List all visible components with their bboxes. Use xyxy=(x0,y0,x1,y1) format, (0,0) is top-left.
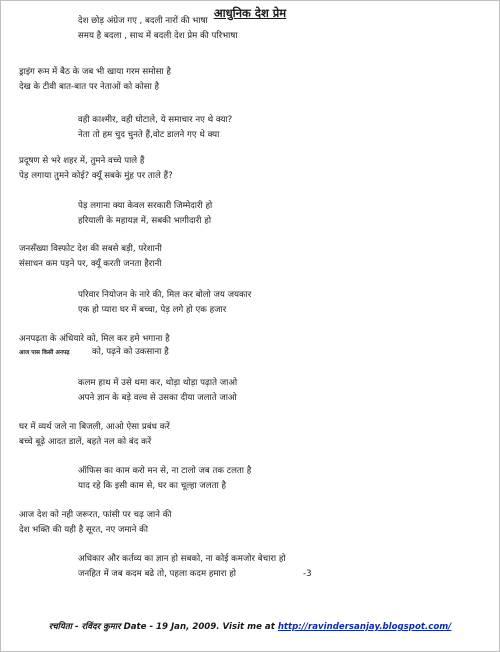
poem-line: पेड़ लगाया तुमने कोई? क्यूँ सबके मुंह पर ताले हैं? xyxy=(19,171,173,181)
poem-line: कलम हाथ में उसे थमा कर, थोड़ा थोड़ा पढ़ाते जाओ xyxy=(78,378,238,388)
poem-line-small: आज पास किसी अनपढ़ xyxy=(19,350,70,356)
poem-line: एक हो प्यारा घर में बच्चा, पेड़ लगे हो एक हजार xyxy=(78,305,227,315)
poem-line: अधिकार और कर्तव्य का ज्ञान हो सबको, ना कोई कमजोर बेचारा हो xyxy=(78,554,286,564)
poem-line: देख के टीवी बात-बात पर नेताओं को कोसा है xyxy=(19,82,160,92)
poem-line: देश भक्ति की यही है सूरत, नए जमाने की xyxy=(19,525,149,535)
poem-line: परिवार नियोजन के नारे की, मिल कर बोलो जय जयकार xyxy=(78,290,252,300)
page-number: -3 xyxy=(303,569,312,579)
poem-line: ड्राइंग रूम में बैठ के जब भी खाया गरम समोसा है xyxy=(19,67,171,77)
poem-line: वही काश्मीर, वही घोटाले, ये समाचार नए थे क्या? xyxy=(78,115,233,125)
poem-line: पेड़ लगाना क्या केवल सरकारी जिम्मेदारी हो xyxy=(78,201,213,211)
footer xyxy=(0,621,500,633)
poem-line: जनहित में जब कदम बढे तो, पहला कदम हमारा हो xyxy=(78,569,237,579)
poem-line: अपने ज्ञान के बड़े वल्व से उसका दीया जलाते जाओ xyxy=(78,393,237,403)
poem-line: देश छोड़ अंग्रेज गए , बदली नारों की भाषा xyxy=(78,16,208,26)
poem-line: समय है बदला , साथ में बदली देश प्रेम की परिभाषा xyxy=(78,31,238,41)
poem-line: संसाधन कम पड़ने पर, क्यूँ करती जनता हैरानी xyxy=(19,259,162,269)
poem-line: याद रहे कि इसी काम से, घर का चूल्हा जलता है xyxy=(78,481,227,491)
poem-line: नेता तो हम चुद चुनते हैं,वोट डालने गए थे क्या xyxy=(78,130,220,140)
poem-line: घर में व्यर्थ जले ना बिजली, आओ ऐसा प्रबंध करें xyxy=(19,422,170,432)
blog-link[interactable]: http://ravindersanjay.blogspot.com/ xyxy=(277,622,452,632)
poem-line: को, पढ़ने को उकसाना है xyxy=(92,347,169,357)
poem-line: जनसँख्या विस्फोट देश की सबसे बड़ी, परेशानी xyxy=(19,244,162,254)
author-credit: रचयिता - रविंदर कुमार Date - 19 Jan, 2009. Visit me at xyxy=(48,622,275,632)
poem-line: आज देश को नही जरूरत, फांसी पर चढ़ जाने की xyxy=(19,510,172,520)
poem-line: अनपढ़ता के अंधियारे को, मिल कर हमे भगाना है xyxy=(19,334,170,344)
poem-line: बच्चे बूढ़े आदत डालें, बहते नल को बंद करें xyxy=(19,437,152,447)
poem-line: हरियाली के महायज्ञ में, सबकी भागीदारी हो xyxy=(78,216,212,226)
poem-title: आधुनिक देश प्रेम xyxy=(213,6,287,20)
poem-line: प्रदूषण से भरे शहर में, तुमने वच्चे पाले हैं xyxy=(19,156,145,166)
poem-line: ऑफिस का काम करो मन से, ना टालो जब तक टलता है xyxy=(78,466,252,476)
